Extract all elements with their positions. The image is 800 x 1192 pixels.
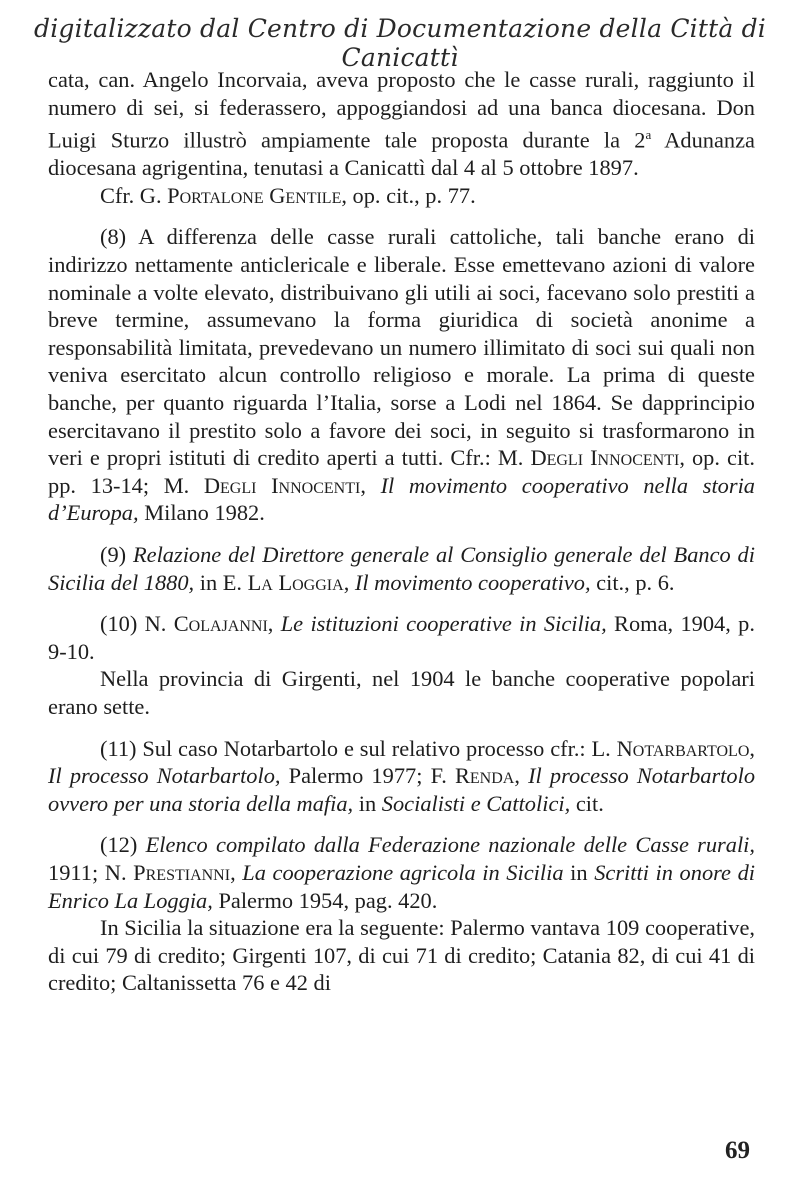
footnote-11: (11) Sul caso Notarbartolo e sul relativo processo cfr.: L. Notarbartolo, Il processo Notarbartolo, Palermo 1977; F. Renda, Il processo Notarbartolo ovvero per una storia della mafia, in Socialisti e Cattolici, cit. [48, 735, 756, 816]
paragraph-continuation: cata, can. Angelo Incorvaia, aveva proposto che le casse rurali, raggiunto il numero di sei, si federassero, appoggiandosi ad una banca diocesana. Don Luigi Sturzo illustrò ampiamente tale proposta durante la 2$^a$ Adunanza diocesana agrigentina, tenutasi a Canicattì dal 4 al 5 ottobre 1897. [48, 67, 755, 181]
footnote-12-continuation: In Sicilia la situazione era la seguente: Palermo vantava 109 cooperative, di cui 79 di credito; Girgenti 107, di cui 71 di credito; Catania 82, di cui 41 di credito; Caltanissetta 76 e 42 di [48, 915, 755, 996]
digitization-header: digitalizzato dal Centro di Documentazione della Città di Canicattì [34, 14, 766, 72]
footnote-10: (10) N. Colajanni, Le istituzioni cooperative in Sicilia, Roma, 1904, p. 9-10. [48, 611, 755, 664]
footnote-10-continuation: Nella provincia di Girgenti, nel 1904 le banche cooperative popolari erano sette. [48, 666, 755, 719]
page-number: 69 [725, 1137, 750, 1164]
page-body [48, 66, 755, 997]
footnote-9: (9) Relazione del Direttore generale al Consiglio generale del Banco di Sicilia del 1880, in E. La Loggia, Il movimento cooperativo, cit., p. 6. [48, 541, 755, 595]
footnote-12: (12) Elenco compilato dalla Federazione nazionale delle Casse rurali, 1911; N. Prestianni, La cooperazione agricola in Sicilia in Scritti in onore di Enrico La Loggia, Palermo 1954, pag. 420. [48, 832, 755, 913]
citation-portalone: Cfr. G. Portalone Gentile, op. cit., p. 77. [100, 182, 476, 208]
footnote-8: (8) A differenza delle casse rurali cattoliche, tali banche erano di indirizzo nettamente anticlericale e liberale. Esse emettevano azioni di valore nominale a volte elevato, distribuivano gli utili ai soci, facevano solo prestiti a breve termine, assumevano la forma giuridica di società anonime a responsabilità limitata, prevedevano un numero illimitato di soci sui quali non veniva esercitato alcun controllo religioso e morale. La prima di queste banche, per quanto riguarda l’Italia, sorse a Lodi nel 1864. Se dapprincipio esercitavano il prestito solo a favore dei soci, in seguito si trasformarono in veri e propri istituti di credito aperti a tutti. Cfr.: M. Degli Innocenti, op. cit. pp. 13-14; M. Degli Innocenti, Il movimento cooperativo nella storia d’Europa, Milano 1982. [48, 224, 756, 526]
